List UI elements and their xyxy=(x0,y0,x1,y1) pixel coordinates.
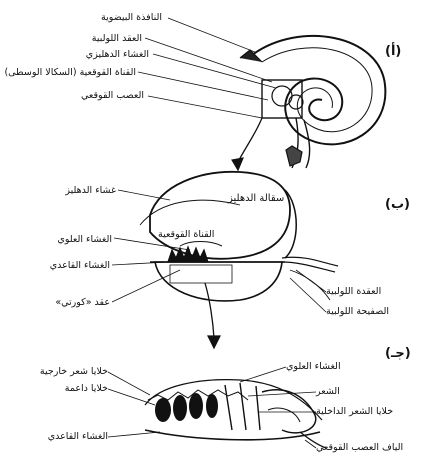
label-vestibular-membrane-b: غشاء الدهليز xyxy=(65,185,116,196)
label-outer-hair-cells: خلايا شعر خارجية xyxy=(39,366,108,377)
label-vestibular-membrane-a: الغشاء الدهليزي xyxy=(85,49,149,60)
label-hairs: الشعر xyxy=(316,386,340,397)
panel-label-c: (جـ) xyxy=(385,346,411,361)
label-cochlear-nerve-fibers: الياف العصب القوقعي xyxy=(316,442,404,453)
label-basilar-membrane-c: الغشاء القاعدي xyxy=(47,431,108,442)
label-cochlear-duct-b: القناة القوقعية xyxy=(158,229,215,240)
panel-label-a: (أ) xyxy=(385,44,402,59)
label-cochlear-nerve-a: العصب القوقعي xyxy=(81,90,144,101)
label-basilar-membrane-b: الغشاء القاعدي xyxy=(49,260,110,271)
label-spiral-lamina: الصفيحة اللولبية xyxy=(326,306,389,317)
label-tectorial-membrane-b: الغشاء العلوي xyxy=(57,234,112,245)
label-scala-vestibuli: سقالة الدهليز xyxy=(228,193,285,204)
label-spiral-ganglia-b: العقدة اللولبية xyxy=(326,286,382,297)
leader-lines-a xyxy=(138,18,276,118)
panel-label-b: (ب) xyxy=(385,197,410,212)
label-inner-hair-cells: خلايا الشعر الداخلية xyxy=(316,406,394,417)
label-spiral-ganglia-a: العقد اللولبية xyxy=(91,33,142,44)
label-supporting-cells: خلايا داعمة xyxy=(64,383,108,394)
label-cochlear-duct-a: القناة القوقعية (السكالا الوسطى) xyxy=(4,67,136,78)
label-oval-window: النافذة البيضوية xyxy=(101,12,162,23)
label-organ-of-corti: عقد «كورتي» xyxy=(55,297,110,308)
organ-of-corti-detail xyxy=(145,380,326,448)
ganglion-circle xyxy=(289,95,303,109)
label-tectorial-membrane-c: الغشاء العلوي xyxy=(286,361,341,372)
